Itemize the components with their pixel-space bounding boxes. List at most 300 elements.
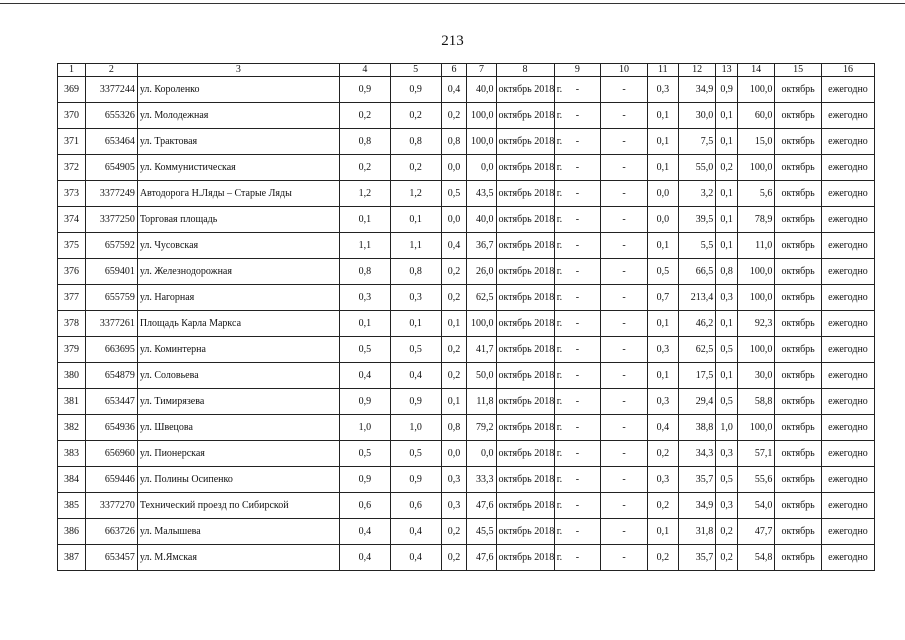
col4-cell: 0,8 <box>339 129 390 155</box>
col13-cell: 1,0 <box>716 415 738 441</box>
col11-cell: 0,0 <box>647 181 678 207</box>
code-cell: 654936 <box>85 415 137 441</box>
column-header-9: 9 <box>554 64 601 77</box>
date-cell: октябрь 2018 г. <box>496 519 554 545</box>
percent-cell: 100,0 <box>467 103 496 129</box>
col14-cell: 60,0 <box>738 103 775 129</box>
col6-cell: 0,4 <box>441 233 467 259</box>
month-cell: октябрь <box>775 441 822 467</box>
col4-cell: 0,9 <box>339 389 390 415</box>
frequency-cell: ежегодно <box>821 493 874 519</box>
code-cell: 659401 <box>85 259 137 285</box>
month-cell: октябрь <box>775 233 822 259</box>
col14-cell: 54,0 <box>738 493 775 519</box>
col6-cell: 0,2 <box>441 103 467 129</box>
col6-cell: 0,8 <box>441 415 467 441</box>
col13-cell: 0,3 <box>716 493 738 519</box>
name-cell: ул. Коминтерна <box>137 337 339 363</box>
table-row <box>58 207 875 233</box>
table-header <box>58 64 875 77</box>
column-header-2: 2 <box>85 64 137 77</box>
date-cell: октябрь 2018 г. <box>496 493 554 519</box>
col11-cell: 0,2 <box>647 545 678 571</box>
date-cell: октябрь 2018 г. <box>496 363 554 389</box>
col6-cell: 0,1 <box>441 311 467 337</box>
percent-cell: 36,7 <box>467 233 496 259</box>
code-cell: 654879 <box>85 363 137 389</box>
col4-cell: 0,9 <box>339 467 390 493</box>
col10-cell: - <box>601 389 648 415</box>
table-row <box>58 103 875 129</box>
col11-cell: 0,3 <box>647 77 678 103</box>
col14-cell: 78,9 <box>738 207 775 233</box>
date-cell: октябрь 2018 г. <box>496 129 554 155</box>
percent-cell: 100,0 <box>467 311 496 337</box>
table-row <box>58 493 875 519</box>
row-number-cell: 375 <box>58 233 86 259</box>
col4-cell: 0,9 <box>339 77 390 103</box>
date-cell: октябрь 2018 г. <box>496 415 554 441</box>
col11-cell: 0,1 <box>647 103 678 129</box>
col10-cell: - <box>601 415 648 441</box>
col10-cell: - <box>601 103 648 129</box>
col13-cell: 0,1 <box>716 103 738 129</box>
code-cell: 653447 <box>85 389 137 415</box>
col13-cell: 0,5 <box>716 389 738 415</box>
row-number-cell: 374 <box>58 207 86 233</box>
percent-cell: 40,0 <box>467 207 496 233</box>
col14-cell: 58,8 <box>738 389 775 415</box>
name-cell: ул. Коммунистическая <box>137 155 339 181</box>
name-cell: Площадь Карла Маркса <box>137 311 339 337</box>
top-rule <box>0 3 905 4</box>
frequency-cell: ежегодно <box>821 207 874 233</box>
col9-cell: - <box>554 519 601 545</box>
frequency-cell: ежегодно <box>821 545 874 571</box>
code-cell: 3377270 <box>85 493 137 519</box>
col12-cell: 35,7 <box>678 545 715 571</box>
table-row <box>58 233 875 259</box>
col13-cell: 0,5 <box>716 337 738 363</box>
col11-cell: 0,4 <box>647 415 678 441</box>
col13-cell: 0,1 <box>716 311 738 337</box>
row-number-cell: 386 <box>58 519 86 545</box>
col13-cell: 0,1 <box>716 129 738 155</box>
col14-cell: 100,0 <box>738 285 775 311</box>
row-number-cell: 371 <box>58 129 86 155</box>
col13-cell: 0,2 <box>716 155 738 181</box>
col6-cell: 0,2 <box>441 285 467 311</box>
col13-cell: 0,3 <box>716 285 738 311</box>
percent-cell: 62,5 <box>467 285 496 311</box>
col12-cell: 55,0 <box>678 155 715 181</box>
row-number-cell: 383 <box>58 441 86 467</box>
date-cell: октябрь 2018 г. <box>496 181 554 207</box>
header-row <box>58 64 875 77</box>
column-header-4: 4 <box>339 64 390 77</box>
col14-cell: 100,0 <box>738 337 775 363</box>
code-cell: 659446 <box>85 467 137 493</box>
col12-cell: 7,5 <box>678 129 715 155</box>
col12-cell: 30,0 <box>678 103 715 129</box>
percent-cell: 33,3 <box>467 467 496 493</box>
col4-cell: 0,4 <box>339 363 390 389</box>
name-cell: ул. Полины Осипенко <box>137 467 339 493</box>
name-cell: ул. Нагорная <box>137 285 339 311</box>
frequency-cell: ежегодно <box>821 285 874 311</box>
col13-cell: 0,3 <box>716 441 738 467</box>
column-header-16: 16 <box>821 64 874 77</box>
row-number-cell: 385 <box>58 493 86 519</box>
percent-cell: 47,6 <box>467 493 496 519</box>
col6-cell: 0,2 <box>441 519 467 545</box>
col11-cell: 0,1 <box>647 311 678 337</box>
frequency-cell: ежегодно <box>821 467 874 493</box>
col6-cell: 0,3 <box>441 493 467 519</box>
month-cell: октябрь <box>775 259 822 285</box>
month-cell: октябрь <box>775 103 822 129</box>
col14-cell: 55,6 <box>738 467 775 493</box>
name-cell: ул. Короленко <box>137 77 339 103</box>
col10-cell: - <box>601 441 648 467</box>
name-cell: ул. Малышева <box>137 519 339 545</box>
col11-cell: 0,3 <box>647 337 678 363</box>
percent-cell: 0,0 <box>467 441 496 467</box>
month-cell: октябрь <box>775 337 822 363</box>
date-cell: октябрь 2018 г. <box>496 77 554 103</box>
month-cell: октябрь <box>775 389 822 415</box>
col5-cell: 1,2 <box>390 181 441 207</box>
col9-cell: - <box>554 103 601 129</box>
frequency-cell: ежегодно <box>821 259 874 285</box>
col12-cell: 38,8 <box>678 415 715 441</box>
col11-cell: 0,1 <box>647 363 678 389</box>
col4-cell: 0,4 <box>339 545 390 571</box>
col6-cell: 0,0 <box>441 207 467 233</box>
col10-cell: - <box>601 233 648 259</box>
col11-cell: 0,2 <box>647 441 678 467</box>
table-row <box>58 181 875 207</box>
name-cell: ул. Чусовская <box>137 233 339 259</box>
col12-cell: 34,3 <box>678 441 715 467</box>
table-row <box>58 155 875 181</box>
table-row <box>58 545 875 571</box>
frequency-cell: ежегодно <box>821 519 874 545</box>
column-header-5: 5 <box>390 64 441 77</box>
col11-cell: 0,3 <box>647 389 678 415</box>
name-cell: ул. Швецова <box>137 415 339 441</box>
frequency-cell: ежегодно <box>821 181 874 207</box>
table-row <box>58 129 875 155</box>
date-cell: октябрь 2018 г. <box>496 467 554 493</box>
col11-cell: 0,0 <box>647 207 678 233</box>
name-cell: Автодорога Н.Ляды – Старые Ляды <box>137 181 339 207</box>
table-row <box>58 77 875 103</box>
month-cell: октябрь <box>775 363 822 389</box>
col9-cell: - <box>554 493 601 519</box>
col10-cell: - <box>601 311 648 337</box>
percent-cell: 0,0 <box>467 155 496 181</box>
column-header-14: 14 <box>738 64 775 77</box>
percent-cell: 79,2 <box>467 415 496 441</box>
col9-cell: - <box>554 181 601 207</box>
row-number-cell: 380 <box>58 363 86 389</box>
date-cell: октябрь 2018 г. <box>496 207 554 233</box>
date-cell: октябрь 2018 г. <box>496 311 554 337</box>
col4-cell: 0,2 <box>339 155 390 181</box>
row-number-cell: 370 <box>58 103 86 129</box>
row-number-cell: 369 <box>58 77 86 103</box>
col10-cell: - <box>601 155 648 181</box>
frequency-cell: ежегодно <box>821 77 874 103</box>
date-cell: октябрь 2018 г. <box>496 389 554 415</box>
col9-cell: - <box>554 259 601 285</box>
col5-cell: 0,2 <box>390 155 441 181</box>
frequency-cell: ежегодно <box>821 311 874 337</box>
col14-cell: 15,0 <box>738 129 775 155</box>
name-cell: Торговая площадь <box>137 207 339 233</box>
col13-cell: 0,9 <box>716 77 738 103</box>
col4-cell: 0,1 <box>339 311 390 337</box>
col14-cell: 57,1 <box>738 441 775 467</box>
col6-cell: 0,0 <box>441 155 467 181</box>
col4-cell: 0,8 <box>339 259 390 285</box>
col12-cell: 213,4 <box>678 285 715 311</box>
col10-cell: - <box>601 77 648 103</box>
frequency-cell: ежегодно <box>821 233 874 259</box>
col9-cell: - <box>554 545 601 571</box>
col4-cell: 0,5 <box>339 337 390 363</box>
col5-cell: 0,6 <box>390 493 441 519</box>
col5-cell: 0,4 <box>390 363 441 389</box>
col6-cell: 0,2 <box>441 363 467 389</box>
column-header-11: 11 <box>647 64 678 77</box>
col4-cell: 0,6 <box>339 493 390 519</box>
frequency-cell: ежегодно <box>821 129 874 155</box>
column-header-6: 6 <box>441 64 467 77</box>
code-cell: 3377249 <box>85 181 137 207</box>
col10-cell: - <box>601 545 648 571</box>
col5-cell: 0,5 <box>390 337 441 363</box>
col12-cell: 46,2 <box>678 311 715 337</box>
month-cell: октябрь <box>775 129 822 155</box>
col6-cell: 0,2 <box>441 337 467 363</box>
col5-cell: 0,8 <box>390 259 441 285</box>
date-cell: октябрь 2018 г. <box>496 441 554 467</box>
col4-cell: 0,2 <box>339 103 390 129</box>
col11-cell: 0,1 <box>647 233 678 259</box>
column-header-12: 12 <box>678 64 715 77</box>
col11-cell: 0,1 <box>647 519 678 545</box>
col11-cell: 0,3 <box>647 467 678 493</box>
month-cell: октябрь <box>775 311 822 337</box>
name-cell: ул. Железнодорожная <box>137 259 339 285</box>
col14-cell: 5,6 <box>738 181 775 207</box>
col10-cell: - <box>601 259 648 285</box>
col4-cell: 0,4 <box>339 519 390 545</box>
col9-cell: - <box>554 207 601 233</box>
name-cell: ул. Соловьева <box>137 363 339 389</box>
col13-cell: 0,1 <box>716 181 738 207</box>
frequency-cell: ежегодно <box>821 337 874 363</box>
col14-cell: 100,0 <box>738 259 775 285</box>
col10-cell: - <box>601 493 648 519</box>
col5-cell: 0,9 <box>390 467 441 493</box>
row-number-cell: 382 <box>58 415 86 441</box>
table-row <box>58 311 875 337</box>
col12-cell: 34,9 <box>678 493 715 519</box>
code-cell: 656960 <box>85 441 137 467</box>
percent-cell: 41,7 <box>467 337 496 363</box>
date-cell: октябрь 2018 г. <box>496 103 554 129</box>
percent-cell: 100,0 <box>467 129 496 155</box>
col11-cell: 0,1 <box>647 155 678 181</box>
row-number-cell: 384 <box>58 467 86 493</box>
code-cell: 655326 <box>85 103 137 129</box>
month-cell: октябрь <box>775 155 822 181</box>
code-cell: 663726 <box>85 519 137 545</box>
col11-cell: 0,1 <box>647 129 678 155</box>
table-row <box>58 389 875 415</box>
col12-cell: 3,2 <box>678 181 715 207</box>
col5-cell: 0,9 <box>390 77 441 103</box>
date-cell: октябрь 2018 г. <box>496 155 554 181</box>
percent-cell: 50,0 <box>467 363 496 389</box>
col6-cell: 0,1 <box>441 389 467 415</box>
code-cell: 663695 <box>85 337 137 363</box>
col12-cell: 39,5 <box>678 207 715 233</box>
month-cell: октябрь <box>775 519 822 545</box>
code-cell: 3377261 <box>85 311 137 337</box>
name-cell: ул. М.Ямская <box>137 545 339 571</box>
col9-cell: - <box>554 337 601 363</box>
col9-cell: - <box>554 311 601 337</box>
col4-cell: 1,0 <box>339 415 390 441</box>
col5-cell: 1,0 <box>390 415 441 441</box>
col9-cell: - <box>554 467 601 493</box>
row-number-cell: 378 <box>58 311 86 337</box>
month-cell: октябрь <box>775 285 822 311</box>
col6-cell: 0,8 <box>441 129 467 155</box>
frequency-cell: ежегодно <box>821 103 874 129</box>
col12-cell: 35,7 <box>678 467 715 493</box>
column-header-3: 3 <box>137 64 339 77</box>
row-number-cell: 376 <box>58 259 86 285</box>
col11-cell: 0,2 <box>647 493 678 519</box>
month-cell: октябрь <box>775 493 822 519</box>
col6-cell: 0,2 <box>441 545 467 571</box>
column-header-1: 1 <box>58 64 86 77</box>
col13-cell: 0,2 <box>716 545 738 571</box>
row-number-cell: 381 <box>58 389 86 415</box>
col11-cell: 0,5 <box>647 259 678 285</box>
col9-cell: - <box>554 363 601 389</box>
table-row <box>58 285 875 311</box>
col9-cell: - <box>554 77 601 103</box>
table-row <box>58 259 875 285</box>
col9-cell: - <box>554 389 601 415</box>
col9-cell: - <box>554 129 601 155</box>
col14-cell: 100,0 <box>738 155 775 181</box>
month-cell: октябрь <box>775 467 822 493</box>
table-row <box>58 337 875 363</box>
column-header-13: 13 <box>716 64 738 77</box>
date-cell: октябрь 2018 г. <box>496 337 554 363</box>
col14-cell: 11,0 <box>738 233 775 259</box>
code-cell: 653457 <box>85 545 137 571</box>
name-cell: Технический проезд по Сибирской <box>137 493 339 519</box>
percent-cell: 26,0 <box>467 259 496 285</box>
col6-cell: 0,0 <box>441 441 467 467</box>
col6-cell: 0,4 <box>441 77 467 103</box>
col9-cell: - <box>554 155 601 181</box>
name-cell: ул. Пионерская <box>137 441 339 467</box>
col12-cell: 29,4 <box>678 389 715 415</box>
col13-cell: 0,2 <box>716 519 738 545</box>
percent-cell: 40,0 <box>467 77 496 103</box>
data-table <box>57 63 875 571</box>
code-cell: 3377250 <box>85 207 137 233</box>
col10-cell: - <box>601 129 648 155</box>
date-cell: октябрь 2018 г. <box>496 285 554 311</box>
col10-cell: - <box>601 467 648 493</box>
percent-cell: 45,5 <box>467 519 496 545</box>
month-cell: октябрь <box>775 77 822 103</box>
col13-cell: 0,1 <box>716 207 738 233</box>
table-row <box>58 519 875 545</box>
code-cell: 655759 <box>85 285 137 311</box>
row-number-cell: 387 <box>58 545 86 571</box>
col5-cell: 0,8 <box>390 129 441 155</box>
percent-cell: 43,5 <box>467 181 496 207</box>
col10-cell: - <box>601 207 648 233</box>
row-number-cell: 379 <box>58 337 86 363</box>
frequency-cell: ежегодно <box>821 415 874 441</box>
code-cell: 3377244 <box>85 77 137 103</box>
col5-cell: 0,1 <box>390 207 441 233</box>
col5-cell: 0,4 <box>390 519 441 545</box>
frequency-cell: ежегодно <box>821 441 874 467</box>
col12-cell: 5,5 <box>678 233 715 259</box>
frequency-cell: ежегодно <box>821 155 874 181</box>
col5-cell: 0,4 <box>390 545 441 571</box>
row-number-cell: 373 <box>58 181 86 207</box>
col10-cell: - <box>601 363 648 389</box>
table-row <box>58 415 875 441</box>
col6-cell: 0,2 <box>441 259 467 285</box>
column-header-8: 8 <box>496 64 554 77</box>
col13-cell: 0,1 <box>716 363 738 389</box>
frequency-cell: ежегодно <box>821 389 874 415</box>
col13-cell: 0,8 <box>716 259 738 285</box>
percent-cell: 47,6 <box>467 545 496 571</box>
col14-cell: 100,0 <box>738 77 775 103</box>
col11-cell: 0,7 <box>647 285 678 311</box>
col9-cell: - <box>554 233 601 259</box>
table-row <box>58 467 875 493</box>
col4-cell: 0,5 <box>339 441 390 467</box>
row-number-cell: 372 <box>58 155 86 181</box>
col13-cell: 0,1 <box>716 233 738 259</box>
col14-cell: 100,0 <box>738 415 775 441</box>
col5-cell: 0,3 <box>390 285 441 311</box>
name-cell: ул. Тимирязева <box>137 389 339 415</box>
table-body <box>58 77 875 571</box>
col4-cell: 1,2 <box>339 181 390 207</box>
code-cell: 657592 <box>85 233 137 259</box>
col9-cell: - <box>554 441 601 467</box>
code-cell: 653464 <box>85 129 137 155</box>
